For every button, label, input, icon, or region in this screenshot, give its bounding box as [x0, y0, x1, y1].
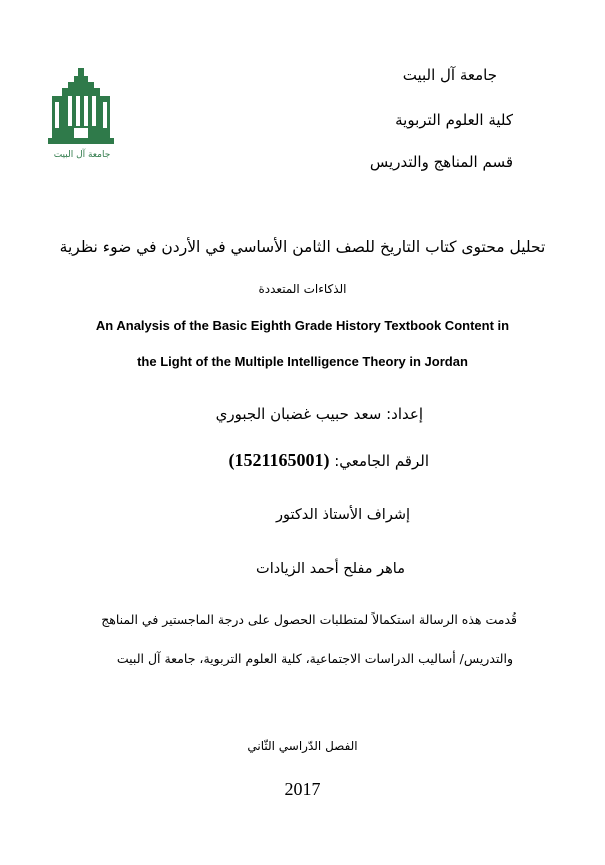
- year: 2017: [284, 779, 321, 799]
- submission-note-line-1: قُدمت هذه الرسالة استكمالاً لمتطلبات الحصول على درجة الماجستير في المناهج: [101, 612, 517, 627]
- author-name: سعد حبيب غضبان الجبوري: [215, 405, 382, 423]
- submission-note-line-2: والتدريس/ أساليب الدراسات الاجتماعية، كلية العلوم التربوية، جامعة آل البيت: [116, 651, 513, 666]
- semester: الفصل الدّراسي الثّاني: [247, 739, 358, 753]
- english-title-line-2: the Light of the Multiple Intelligence Theory in Jordan: [137, 354, 468, 369]
- registration-number: (1521165001): [228, 450, 330, 470]
- arabic-title-line-2: الذكاءات المتعددة: [258, 282, 347, 296]
- faculty-name: كلية العلوم التربوية: [395, 111, 513, 129]
- logo-caption: جامعة آل البيت: [53, 150, 111, 160]
- registration-label: الرقم الجامعي:: [334, 452, 429, 470]
- university-logo: [38, 66, 124, 166]
- author-label: إعداد:: [386, 405, 423, 423]
- english-title-line-1: An Analysis of the Basic Eighth Grade History Textbook Content in: [95, 318, 510, 333]
- supervisor-name: ماهر مفلح أحمد الزيادات: [256, 561, 405, 577]
- supervision-label: إشراف الأستاذ الدكتور: [276, 507, 410, 523]
- department-name: قسم المناهج والتدريس: [369, 153, 513, 171]
- author-line: [216, 405, 423, 423]
- registration-line: [228, 450, 429, 471]
- university-name: جامعة آل البيت: [402, 66, 497, 84]
- arabic-title-line-1: تحليل محتوى كتاب التاريخ للصف الثامن الأساسي في الأردن في ضوء نظرية: [59, 238, 546, 256]
